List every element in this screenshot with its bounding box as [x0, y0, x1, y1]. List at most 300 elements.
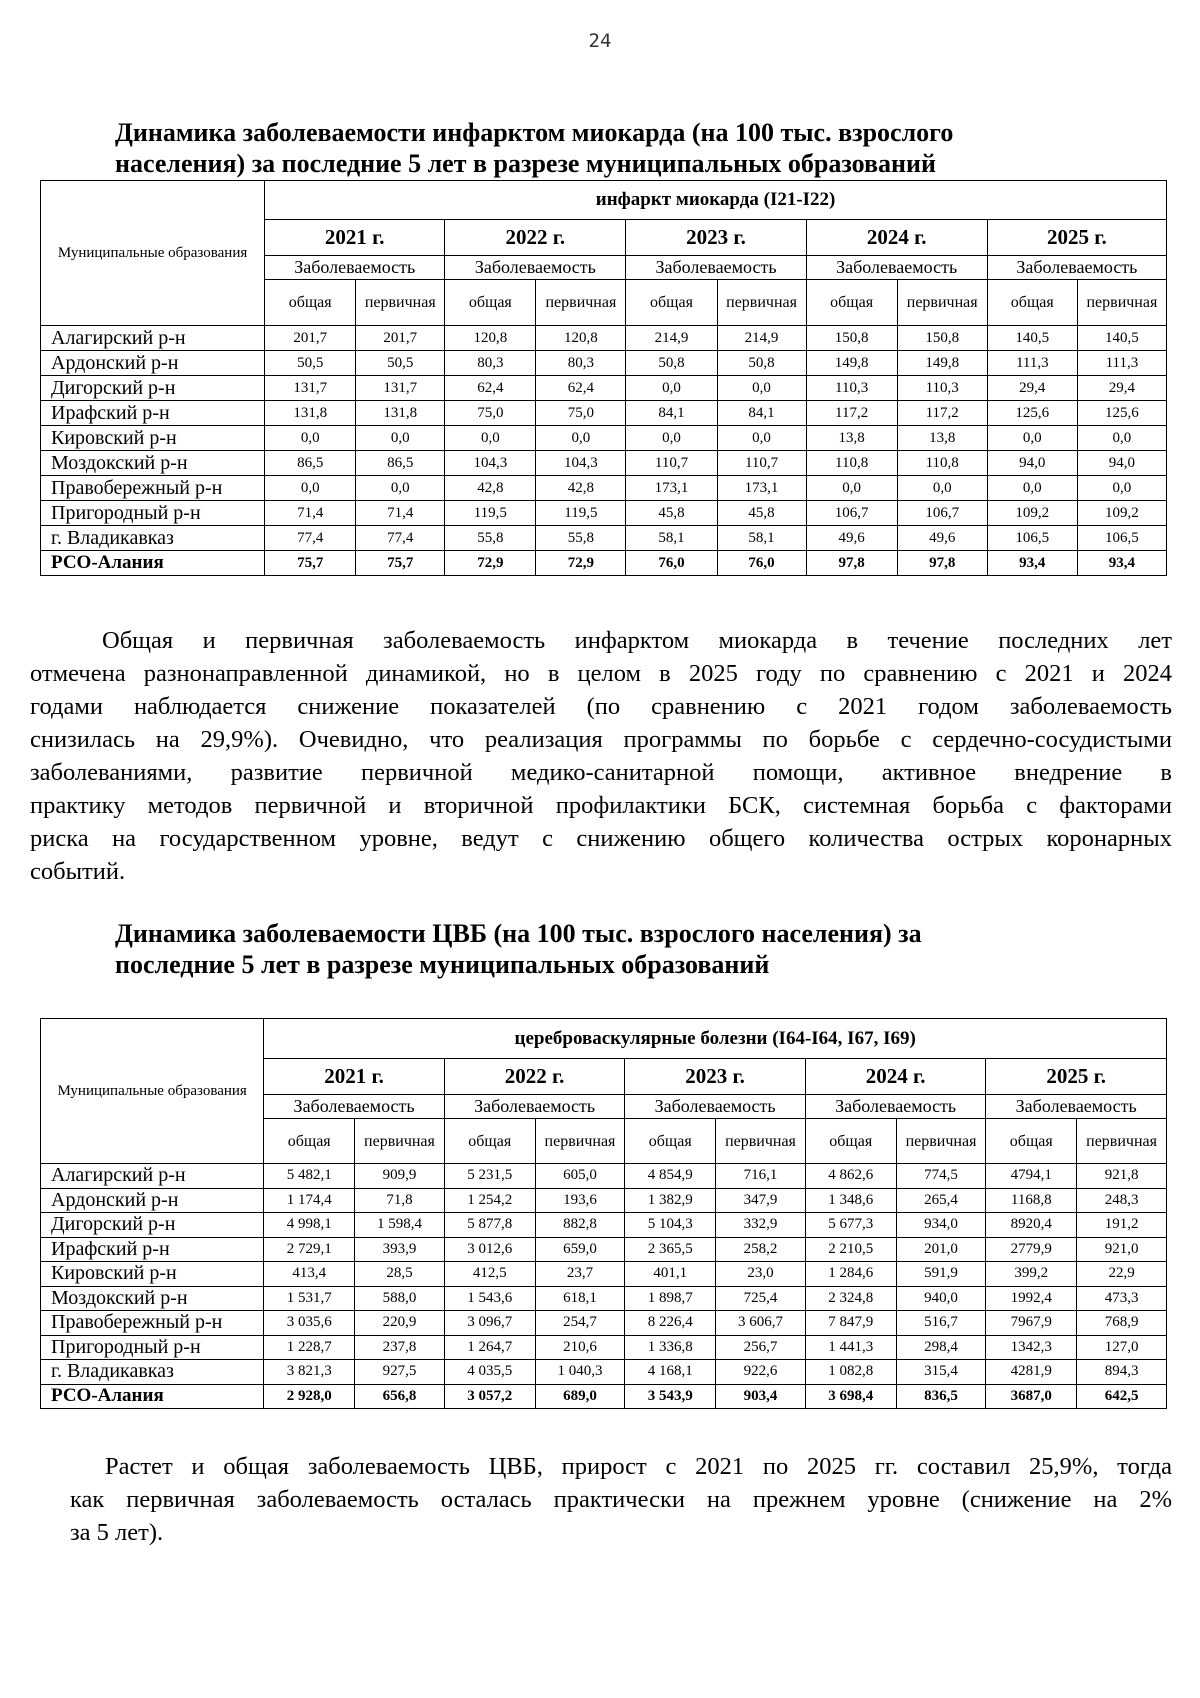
- sub-header-primary: первичная: [356, 280, 445, 326]
- value-primary: 298,4: [896, 1335, 986, 1360]
- value-total: 1168,8: [986, 1188, 1077, 1213]
- value-total: 62,4: [445, 376, 536, 401]
- value-primary: 110,3: [897, 376, 987, 401]
- value-primary: 50,8: [717, 351, 806, 376]
- municipal-header: Муниципальные образования: [41, 181, 265, 326]
- value-total: 2 365,5: [625, 1237, 716, 1262]
- value-total: 3 698,4: [805, 1384, 896, 1409]
- table-row: [41, 1360, 1167, 1385]
- value-primary: 50,5: [356, 351, 445, 376]
- value-total: 1 382,9: [625, 1188, 716, 1213]
- value-total: 0,0: [265, 426, 356, 451]
- value-total: 110,3: [806, 376, 897, 401]
- value-primary: 0,0: [356, 426, 445, 451]
- value-total: 4 854,9: [625, 1164, 716, 1189]
- value-primary: 150,8: [897, 326, 987, 351]
- value-total: 29,4: [987, 376, 1077, 401]
- value-primary: 71,4: [356, 501, 445, 526]
- sub-header-primary: первичная: [536, 280, 626, 326]
- value-primary: 836,5: [896, 1384, 986, 1409]
- value-total: 2 324,8: [805, 1286, 896, 1311]
- value-primary: 315,4: [896, 1360, 986, 1385]
- value-primary: 921,0: [1077, 1237, 1167, 1262]
- value-total: 3 821,3: [264, 1360, 355, 1385]
- value-primary: 111,3: [1077, 351, 1166, 376]
- table-row: [41, 1237, 1167, 1262]
- value-primary: 71,8: [355, 1188, 445, 1213]
- value-total: 13,8: [806, 426, 897, 451]
- value-total: 401,1: [625, 1262, 716, 1287]
- value-total: 110,7: [626, 451, 717, 476]
- sub-header-total: общая: [805, 1119, 896, 1164]
- municipality-name: Правобережный р-н: [41, 1311, 264, 1336]
- table-row: [41, 1335, 1167, 1360]
- value-total: 111,3: [987, 351, 1077, 376]
- value-primary: 75,0: [536, 401, 626, 426]
- value-primary: 1 598,4: [355, 1213, 445, 1238]
- paragraph-line: Общая и первичная заболеваемость инфарктом миокарда в течение последних лет: [102, 627, 1172, 654]
- value-primary: 605,0: [535, 1164, 625, 1189]
- value-primary: 258,2: [716, 1237, 806, 1262]
- value-primary: 45,8: [717, 501, 806, 526]
- value-total: 97,8: [806, 551, 897, 576]
- disease-header: цереброваскулярные болезни (I64-I64, I67, I69): [264, 1019, 1167, 1059]
- value-total: 0,0: [987, 476, 1077, 501]
- value-total: 1 531,7: [264, 1286, 355, 1311]
- value-total: 0,0: [806, 476, 897, 501]
- value-total: 214,9: [626, 326, 717, 351]
- value-primary: 127,0: [1077, 1335, 1167, 1360]
- table-row: [41, 551, 1167, 576]
- value-primary: 94,0: [1077, 451, 1166, 476]
- value-primary: 106,5: [1077, 526, 1166, 551]
- value-total: 413,4: [264, 1262, 355, 1287]
- value-primary: 934,0: [896, 1213, 986, 1238]
- value-total: 42,8: [445, 476, 536, 501]
- municipality-name: Кировский р-н: [41, 1262, 264, 1287]
- value-primary: 0,0: [356, 476, 445, 501]
- paragraph-line: годами наблюдается снижение показателей (по сравнению с 2021 годом заболеваемость: [30, 693, 1172, 720]
- value-total: 2779,9: [986, 1237, 1077, 1262]
- value-total: 109,2: [987, 501, 1077, 526]
- value-primary: 473,3: [1077, 1286, 1167, 1311]
- value-primary: 393,9: [355, 1237, 445, 1262]
- value-total: 4 168,1: [625, 1360, 716, 1385]
- paragraph-line: отмечена разнонаправленной динамикой, но в целом в 2025 году по сравнению с 2021 и 2024: [30, 660, 1172, 687]
- value-primary: 119,5: [536, 501, 626, 526]
- value-total: 50,8: [626, 351, 717, 376]
- value-primary: 149,8: [897, 351, 987, 376]
- value-total: 201,7: [265, 326, 356, 351]
- value-total: 1 082,8: [805, 1360, 896, 1385]
- value-primary: 909,9: [355, 1164, 445, 1189]
- value-primary: 659,0: [535, 1237, 625, 1262]
- table-row: [41, 351, 1167, 376]
- value-total: 1 348,6: [805, 1188, 896, 1213]
- value-primary: 75,7: [356, 551, 445, 576]
- value-primary: 0,0: [536, 426, 626, 451]
- value-total: 1 543,6: [444, 1286, 535, 1311]
- value-total: 84,1: [626, 401, 717, 426]
- sub-header-total: общая: [986, 1119, 1077, 1164]
- value-total: 2 729,1: [264, 1237, 355, 1262]
- value-total: 94,0: [987, 451, 1077, 476]
- sub-header-primary: первичная: [1077, 1119, 1167, 1164]
- value-total: 131,8: [265, 401, 356, 426]
- value-primary: 591,9: [896, 1262, 986, 1287]
- municipal-header: Муниципальные образования: [41, 1019, 264, 1164]
- value-primary: 77,4: [356, 526, 445, 551]
- sub-header-primary: первичная: [355, 1119, 445, 1164]
- paragraph-line: за 5 лет).: [70, 1519, 164, 1546]
- value-total: 3 057,2: [444, 1384, 535, 1409]
- value-primary: 642,5: [1077, 1384, 1167, 1409]
- table-row: [41, 1164, 1167, 1189]
- sub-header-primary: первичная: [897, 280, 987, 326]
- municipality-name: РСО-Алания: [41, 1384, 264, 1409]
- disease-header: инфаркт миокарда (I21-I22): [265, 181, 1167, 220]
- value-total: 4 998,1: [264, 1213, 355, 1238]
- value-total: 1 228,7: [264, 1335, 355, 1360]
- value-total: 5 231,5: [444, 1164, 535, 1189]
- value-total: 106,5: [987, 526, 1077, 551]
- value-primary: 0,0: [1077, 426, 1166, 451]
- municipality-name: Дигорский р-н: [41, 376, 265, 401]
- value-total: 45,8: [626, 501, 717, 526]
- value-primary: 201,7: [356, 326, 445, 351]
- value-primary: 131,8: [356, 401, 445, 426]
- value-primary: 768,9: [1077, 1311, 1167, 1336]
- table2-title: [115, 918, 922, 980]
- municipality-name: Дигорский р-н: [41, 1213, 264, 1238]
- table1-title: [115, 117, 953, 179]
- morbidity-header: Заболеваемость: [264, 1095, 445, 1119]
- value-total: 119,5: [445, 501, 536, 526]
- value-primary: 210,6: [535, 1335, 625, 1360]
- value-primary: 173,1: [717, 476, 806, 501]
- value-total: 110,8: [806, 451, 897, 476]
- value-total: 1 174,4: [264, 1188, 355, 1213]
- municipality-name: Ирафский р-н: [41, 401, 265, 426]
- value-total: 72,9: [445, 551, 536, 576]
- municipality-name: Моздокский р-н: [41, 451, 265, 476]
- value-total: 77,4: [265, 526, 356, 551]
- value-primary: 0,0: [1077, 476, 1166, 501]
- value-primary: 110,8: [897, 451, 987, 476]
- value-primary: 254,7: [535, 1311, 625, 1336]
- year-header: 2025 г.: [986, 1059, 1167, 1095]
- value-primary: 84,1: [717, 401, 806, 426]
- value-total: 3 096,7: [444, 1311, 535, 1336]
- value-total: 120,8: [445, 326, 536, 351]
- value-primary: 921,8: [1077, 1164, 1167, 1189]
- year-header: 2022 г.: [444, 1059, 625, 1095]
- table1-myocardial-infarction: [40, 180, 1167, 576]
- value-primary: 516,7: [896, 1311, 986, 1336]
- value-total: 8920,4: [986, 1213, 1077, 1238]
- sub-header-total: общая: [444, 1119, 535, 1164]
- value-primary: 42,8: [536, 476, 626, 501]
- table-row: [41, 1384, 1167, 1409]
- value-primary: 882,8: [535, 1213, 625, 1238]
- paragraph-line: событий.: [30, 858, 126, 885]
- municipality-name: Ардонский р-н: [41, 1188, 264, 1213]
- value-total: 3 012,6: [444, 1237, 535, 1262]
- morbidity-header: Заболеваемость: [625, 1095, 806, 1119]
- value-total: 93,4: [987, 551, 1077, 576]
- value-total: 1 254,2: [444, 1188, 535, 1213]
- morbidity-header: Заболеваемость: [445, 256, 626, 280]
- value-total: 5 877,8: [444, 1213, 535, 1238]
- sub-header-total: общая: [264, 1119, 355, 1164]
- municipality-name: Пригородный р-н: [41, 1335, 264, 1360]
- morbidity-header: Заболеваемость: [806, 256, 987, 280]
- table2-title-line: последние 5 лет в разрезе муниципальных образований: [115, 950, 770, 979]
- value-total: 1 898,7: [625, 1286, 716, 1311]
- value-total: 55,8: [445, 526, 536, 551]
- value-primary: 97,8: [897, 551, 987, 576]
- value-primary: 618,1: [535, 1286, 625, 1311]
- year-header: 2024 г.: [805, 1059, 986, 1095]
- value-total: 5 482,1: [264, 1164, 355, 1189]
- value-primary: 117,2: [897, 401, 987, 426]
- value-primary: 201,0: [896, 1237, 986, 1262]
- table2-title-line: Динамика заболеваемости ЦВБ (на 100 тыс. взрослого населения) за: [115, 919, 922, 948]
- value-primary: 716,1: [716, 1164, 806, 1189]
- value-total: 106,7: [806, 501, 897, 526]
- value-primary: 922,6: [716, 1360, 806, 1385]
- municipality-name: Пригородный р-н: [41, 501, 265, 526]
- paragraph-line: снизилась на 29,9%). Очевидно, что реализация программы по борьбе с сердечно-сосудистыми: [30, 726, 1172, 753]
- value-primary: 656,8: [355, 1384, 445, 1409]
- value-primary: 86,5: [356, 451, 445, 476]
- morbidity-header: Заболеваемость: [986, 1095, 1167, 1119]
- sub-header-total: общая: [987, 280, 1077, 326]
- value-total: 58,1: [626, 526, 717, 551]
- value-primary: 28,5: [355, 1262, 445, 1287]
- value-total: 399,2: [986, 1262, 1077, 1287]
- table1-title-line: Динамика заболеваемости инфарктом миокарда (на 100 тыс. взрослого: [115, 118, 954, 147]
- paragraph-line: практику методов первичной и вторичной профилактики БСК, системная борьба с факторами: [30, 792, 1172, 819]
- sub-header-total: общая: [806, 280, 897, 326]
- value-primary: 55,8: [536, 526, 626, 551]
- paragraph-line: Растет и общая заболеваемость ЦВБ, прирост с 2021 по 2025 гг. составил 25,9%, тогда: [105, 1453, 1172, 1480]
- value-total: 5 677,3: [805, 1213, 896, 1238]
- sub-header-primary: первичная: [896, 1119, 986, 1164]
- value-primary: 237,8: [355, 1335, 445, 1360]
- value-primary: 332,9: [716, 1213, 806, 1238]
- table-row: [41, 501, 1167, 526]
- table-row: [41, 426, 1167, 451]
- value-total: 104,3: [445, 451, 536, 476]
- page-number: 24: [588, 30, 612, 52]
- table-row: [41, 1188, 1167, 1213]
- value-total: 75,0: [445, 401, 536, 426]
- value-total: 125,6: [987, 401, 1077, 426]
- morbidity-header: Заболеваемость: [987, 256, 1166, 280]
- value-primary: 109,2: [1077, 501, 1166, 526]
- table-row: [41, 1262, 1167, 1287]
- value-primary: 131,7: [356, 376, 445, 401]
- table-row: [41, 326, 1167, 351]
- value-total: 0,0: [265, 476, 356, 501]
- value-primary: 214,9: [717, 326, 806, 351]
- paragraph-line: как первичная заболеваемость осталась практически на прежнем уровне (снижение на 2%: [70, 1486, 1172, 1513]
- morbidity-header: Заболеваемость: [444, 1095, 625, 1119]
- table-row: [41, 376, 1167, 401]
- value-primary: 3 606,7: [716, 1311, 806, 1336]
- year-header: 2025 г.: [987, 220, 1166, 256]
- sub-header-primary: первичная: [535, 1119, 625, 1164]
- table-row: [41, 401, 1167, 426]
- value-total: 1 336,8: [625, 1335, 716, 1360]
- value-primary: 0,0: [717, 376, 806, 401]
- value-total: 3687,0: [986, 1384, 1077, 1409]
- value-total: 7 847,9: [805, 1311, 896, 1336]
- value-primary: 106,7: [897, 501, 987, 526]
- value-primary: 62,4: [536, 376, 626, 401]
- value-total: 1 264,7: [444, 1335, 535, 1360]
- sub-header-primary: первичная: [1077, 280, 1166, 326]
- value-total: 49,6: [806, 526, 897, 551]
- value-total: 0,0: [445, 426, 536, 451]
- value-primary: 58,1: [717, 526, 806, 551]
- municipality-name: г. Владикавказ: [41, 1360, 264, 1385]
- value-total: 0,0: [626, 376, 717, 401]
- value-primary: 588,0: [355, 1286, 445, 1311]
- value-primary: 120,8: [536, 326, 626, 351]
- table-row: [41, 1311, 1167, 1336]
- table1-title-line: населения) за последние 5 лет в разрезе муниципальных образований: [115, 149, 936, 178]
- value-total: 1 284,6: [805, 1262, 896, 1287]
- sub-header-total: общая: [445, 280, 536, 326]
- value-total: 1342,3: [986, 1335, 1077, 1360]
- municipality-name: Кировский р-н: [41, 426, 265, 451]
- paragraph-line: риска на государственном уровне, ведут с снижению общего количества острых коронарных: [30, 825, 1172, 852]
- value-primary: 191,2: [1077, 1213, 1167, 1238]
- paragraph-line: заболеваниями, развитие первичной медико-санитарной помощи, активное внедрение в: [30, 759, 1172, 786]
- value-primary: 76,0: [717, 551, 806, 576]
- value-total: 140,5: [987, 326, 1077, 351]
- table-row: [41, 476, 1167, 501]
- value-primary: 940,0: [896, 1286, 986, 1311]
- year-header: 2023 г.: [626, 220, 806, 256]
- value-primary: 256,7: [716, 1335, 806, 1360]
- sub-header-primary: первичная: [717, 280, 806, 326]
- value-primary: 248,3: [1077, 1188, 1167, 1213]
- municipality-name: Ардонский р-н: [41, 351, 265, 376]
- year-header: 2021 г.: [264, 1059, 445, 1095]
- value-primary: 265,4: [896, 1188, 986, 1213]
- table-row: [41, 1286, 1167, 1311]
- value-total: 8 226,4: [625, 1311, 716, 1336]
- value-total: 173,1: [626, 476, 717, 501]
- municipality-name: Алагирский р-н: [41, 1164, 264, 1189]
- value-primary: 903,4: [716, 1384, 806, 1409]
- sub-header-total: общая: [265, 280, 356, 326]
- municipality-name: Правобережный р-н: [41, 476, 265, 501]
- value-primary: 0,0: [717, 426, 806, 451]
- value-primary: 13,8: [897, 426, 987, 451]
- value-total: 7967,9: [986, 1311, 1077, 1336]
- value-total: 1 441,3: [805, 1335, 896, 1360]
- value-total: 2 210,5: [805, 1237, 896, 1262]
- morbidity-header: Заболеваемость: [626, 256, 806, 280]
- value-total: 4794,1: [986, 1164, 1077, 1189]
- table-row: [41, 451, 1167, 476]
- value-total: 0,0: [987, 426, 1077, 451]
- sub-header-primary: первичная: [716, 1119, 806, 1164]
- municipality-name: РСО-Алания: [41, 551, 265, 576]
- value-total: 71,4: [265, 501, 356, 526]
- value-primary: 49,6: [897, 526, 987, 551]
- value-primary: 140,5: [1077, 326, 1166, 351]
- value-primary: 927,5: [355, 1360, 445, 1385]
- value-primary: 774,5: [896, 1164, 986, 1189]
- value-total: 86,5: [265, 451, 356, 476]
- value-primary: 80,3: [536, 351, 626, 376]
- value-primary: 23,0: [716, 1262, 806, 1287]
- table-row: [41, 526, 1167, 551]
- table-row: [41, 1213, 1167, 1238]
- value-total: 1992,4: [986, 1286, 1077, 1311]
- value-total: 131,7: [265, 376, 356, 401]
- value-primary: 193,6: [535, 1188, 625, 1213]
- value-primary: 23,7: [535, 1262, 625, 1287]
- value-primary: 104,3: [536, 451, 626, 476]
- year-header: 2023 г.: [625, 1059, 806, 1095]
- value-total: 0,0: [626, 426, 717, 451]
- value-primary: 72,9: [536, 551, 626, 576]
- morbidity-header: Заболеваемость: [265, 256, 445, 280]
- morbidity-header: Заболеваемость: [805, 1095, 986, 1119]
- value-primary: 894,3: [1077, 1360, 1167, 1385]
- value-total: 149,8: [806, 351, 897, 376]
- value-primary: 0,0: [897, 476, 987, 501]
- paragraph-1: [30, 624, 1172, 888]
- value-primary: 689,0: [535, 1384, 625, 1409]
- year-header: 2022 г.: [445, 220, 626, 256]
- year-header: 2024 г.: [806, 220, 987, 256]
- value-total: 412,5: [444, 1262, 535, 1287]
- municipality-name: г. Владикавказ: [41, 526, 265, 551]
- sub-header-total: общая: [625, 1119, 716, 1164]
- value-total: 4 035,5: [444, 1360, 535, 1385]
- paragraph-2: [70, 1450, 1172, 1549]
- value-total: 5 104,3: [625, 1213, 716, 1238]
- municipality-name: Ирафский р-н: [41, 1237, 264, 1262]
- value-primary: 725,4: [716, 1286, 806, 1311]
- value-primary: 93,4: [1077, 551, 1166, 576]
- value-primary: 29,4: [1077, 376, 1166, 401]
- value-primary: 347,9: [716, 1188, 806, 1213]
- value-total: 80,3: [445, 351, 536, 376]
- value-primary: 110,7: [717, 451, 806, 476]
- value-total: 4281,9: [986, 1360, 1077, 1385]
- municipality-name: Алагирский р-н: [41, 326, 265, 351]
- table2-cerebrovascular: [40, 1018, 1167, 1409]
- municipality-name: Моздокский р-н: [41, 1286, 264, 1311]
- value-total: 76,0: [626, 551, 717, 576]
- value-total: 150,8: [806, 326, 897, 351]
- value-primary: 22,9: [1077, 1262, 1167, 1287]
- year-header: 2021 г.: [265, 220, 445, 256]
- sub-header-total: общая: [626, 280, 717, 326]
- value-total: 117,2: [806, 401, 897, 426]
- value-total: 50,5: [265, 351, 356, 376]
- value-total: 75,7: [265, 551, 356, 576]
- value-total: 3 035,6: [264, 1311, 355, 1336]
